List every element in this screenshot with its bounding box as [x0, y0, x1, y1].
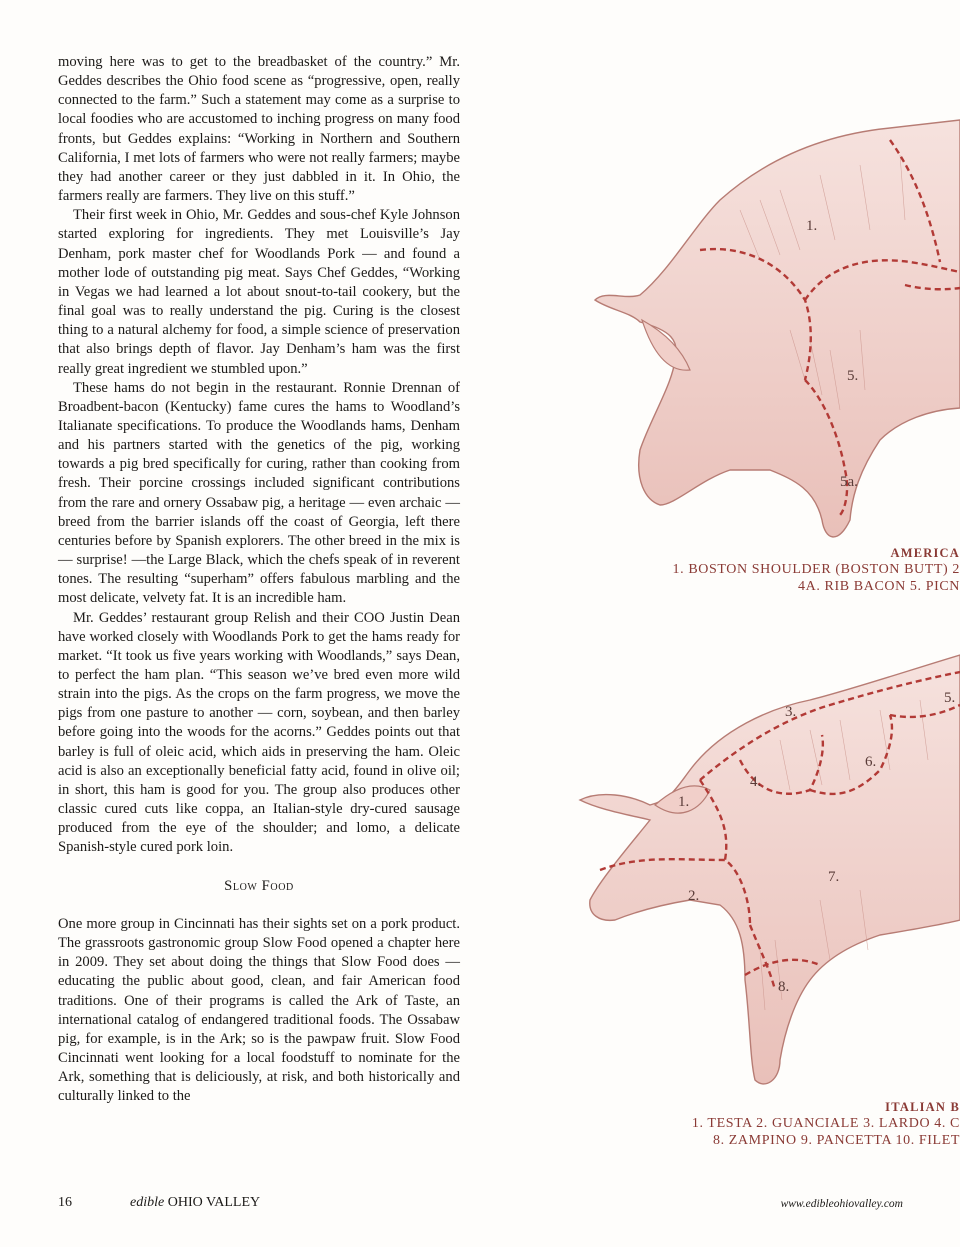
masthead-italic: edible	[130, 1195, 165, 1210]
page-number: 16	[58, 1195, 72, 1210]
italian-label-5: 5.	[944, 690, 956, 706]
italian-caption-line-1: 1. TESTA 2. GUANCIALE 3. LARDO 4. C	[691, 1116, 960, 1131]
italian-label-3: 3.	[785, 704, 797, 720]
pig-illustrations	[560, 0, 960, 1247]
american-label-5: 5.	[847, 368, 859, 384]
paragraph-5: One more group in Cincinnati has their sights set on a pork product. The grassroots gastronomic group Slow Food opened a chapter here in 2009. They set about doing the things that Slow Food does — educating the public about good, clean, and fair American food traditions. One of their programs is called the Ark of Taste, an international catalog of endangered traditional foods. The Ossabaw pig, for example, is in the Ark; so is the pawpaw fruit. Slow Food Cincinnati went looking for a local foodstuff to nominate for the Ark, something that is deliciously, at risk, and both historically and culturally linked to the	[58, 916, 460, 1105]
website-url: www.edibleohiovalley.com	[780, 1198, 903, 1210]
paragraph-2: Their first week in Ohio, Mr. Geddes and sous-chef Kyle Johnson started exploring for ingredients. They met Louisville’s Jay Denham, pork master chef for Woodlands Pork — and found a mother lode of outstanding pig meat. Says Chef Geddes, “Working in Vegas we had learned a lot about snout-to-tail cookery, but the final goal was to really understand the pig. Curing is the closest thing to a natural alchemy for food, a simple science of preservation that also brings depth of flavor. Jay Denham’s ham was the first really great ingredient we stumbled upon.”	[58, 207, 460, 377]
paragraph-4: Mr. Geddes’ restaurant group Relish and their COO Justin Dean have worked closely with Woodlands Pork to get the hams ready for market. “It took us five years working with Woodlands,” says Dean, to perfect the ham plan. “This season we’ve bred even more wild strain into the pigs. As the crops on the farm progress, we move the pigs from one pasture to another — corn, soybean, and then barley before going into the woods for the acorns.” Geddes points out that barley is full of oleic acid, which aids in preserving the ham. Oleic acid is also an exceptionally beneficial fatty acid, found in olive oil; in short, this ham is good for you. The group also produces other classic cured cuts like coppa, an Italian-style dry-cured sausage produced from the eye of the shoulder; and lomo, a delicate Spanish-style cured pork loin.	[58, 609, 460, 856]
italian-caption-title: ITALIAN B	[885, 1100, 960, 1114]
article-column	[58, 53, 460, 1107]
pig-cuts-svg	[560, 0, 960, 1247]
masthead	[130, 1195, 260, 1211]
paragraph-3: These hams do not begin in the restaurant. Ronnie Drennan of Broadbent-bacon (Kentucky) fame cures the hams to Woodland’s Italianate specifications. To produce the Woodlands hams, Denham and his partners started with the genetics of the pig, working towards a pig bred specifically for curing, rather than cooking from fresh. Their porcine crossings included significant contributions from the rare and ornery Ossabaw pig, a heritage — even archaic — breed from the barrier islands off the coast of Georgia, left there centuries before by Spanish explorers. The other breed in the mix is — surprise! —the Large Black, which the chefs speak of in reverent tones. The resulting “superham” offers fabulous marbling and the most delicate, velvety fat. It is an incredible ham.	[58, 379, 460, 607]
american-label-5a: 5a.	[840, 474, 858, 490]
section-heading: Slow Food	[224, 877, 294, 894]
american-caption-title: AMERICA	[890, 546, 960, 560]
italian-label-2: 2.	[688, 888, 700, 904]
italian-caption	[570, 1100, 960, 1149]
masthead-rest: OHIO VALLEY	[164, 1195, 261, 1210]
italian-caption-line-2: 8. ZAMPINO 9. PANCETTA 10. FILET	[712, 1133, 960, 1148]
american-caption-line-1: 1. BOSTON SHOULDER (BOSTON BUTT) 2	[672, 562, 960, 577]
italian-label-7: 7.	[828, 869, 840, 885]
american-caption	[570, 546, 960, 595]
italian-label-8: 8.	[778, 979, 790, 995]
italian-label-1: 1.	[678, 794, 690, 810]
american-caption-line-2: 4A. RIB BACON 5. PICN	[798, 579, 960, 594]
italian-label-6: 6.	[865, 754, 877, 770]
paragraph-1: moving here was to get to the breadbasket of the country.” Mr. Geddes describes the Ohio food scene as “progressive, open, really connected to the farm.” Such a statement may come as a surprise to local foodies who are accustomed to inching progress on many food fronts, but Geddes explains: “Working in Northern and Southern California, I met lots of farmers who were not really farmers; maybe they had another career or they just dabbled in it. In Ohio, the farmers really are farmers. They live on this stuff.”	[58, 54, 460, 205]
italian-pig	[580, 655, 960, 1084]
italian-pig-body	[580, 655, 960, 1084]
american-pig	[595, 120, 960, 537]
italian-label-4: 4.	[750, 774, 762, 790]
american-label-1: 1.	[806, 218, 818, 234]
